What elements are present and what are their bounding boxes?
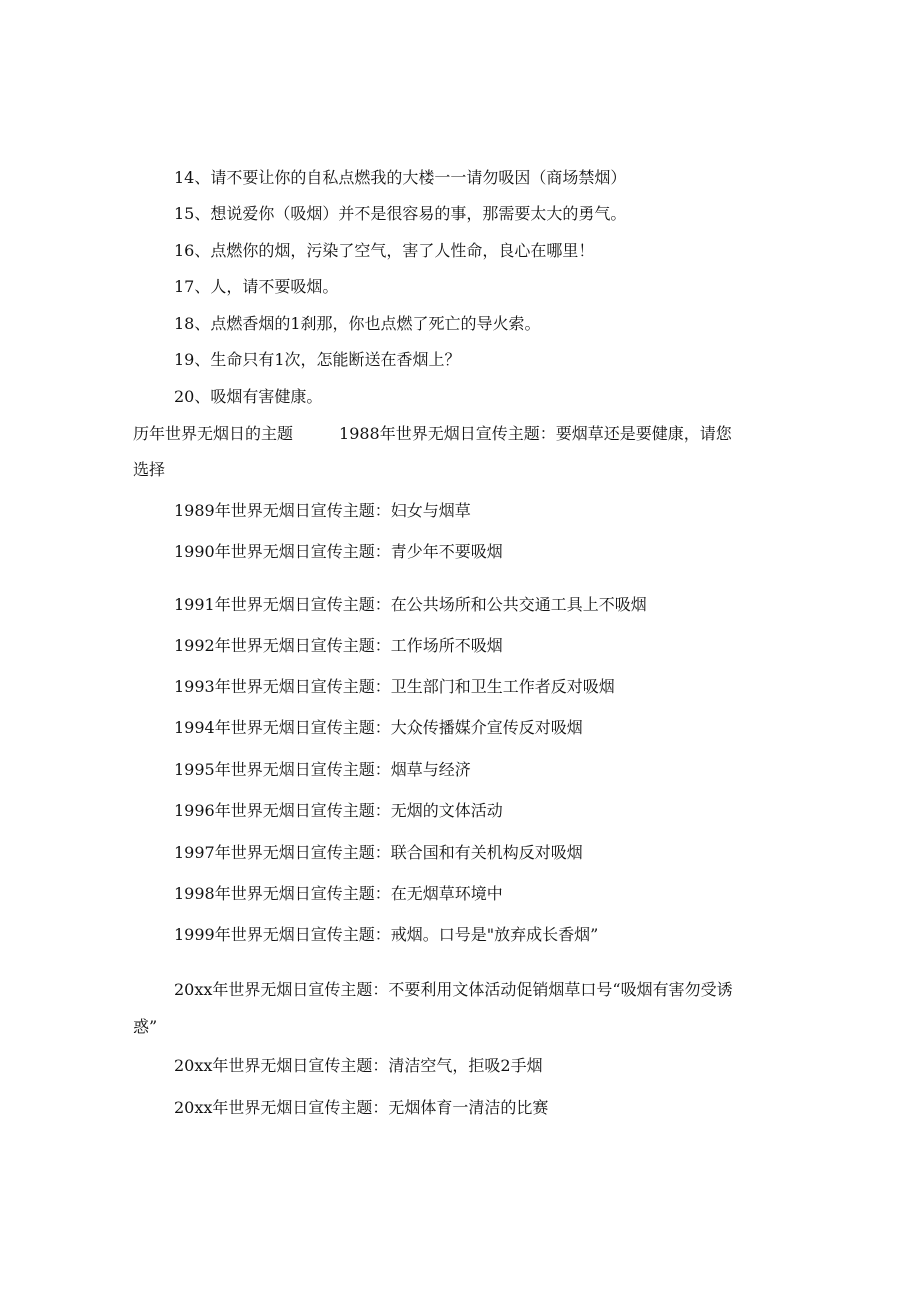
theme-line: 1990年世界无烟日宣传主题：青少年不要吸烟 [174,542,503,561]
theme-line: 1994年世界无烟日宣传主题：大众传播媒介宣传反对吸烟 [174,718,583,737]
themes-heading-line [133,423,732,445]
theme-line-continuation: 选择 [133,460,166,479]
slogan-line: 15、想说爱你（吸烟）并不是很容易的事，那需要太大的勇气。 [174,204,627,223]
theme-line: 1991年世界无烟日宣传主题：在公共场所和公共交通工具上不吸烟 [174,595,647,614]
slogan-line: 17、人，请不要吸烟。 [174,277,339,296]
theme-line: 1993年世界无烟日宣传主题：卫生部门和卫生工作者反对吸烟 [174,677,615,696]
theme-line: 1998年世界无烟日宣传主题：在无烟草环境中 [174,884,503,903]
theme-line: 1989年世界无烟日宣传主题：妇女与烟草 [174,501,471,520]
slogan-line: 20、吸烟有害健康。 [174,387,323,406]
theme-line: 1996年世界无烟日宣传主题：无烟的文体活动 [174,801,503,820]
theme-line: 20xx年世界无烟日宣传主题：清洁空气，拒吸2手烟 [174,1056,543,1075]
theme-line: 1992年世界无烟日宣传主题：工作场所不吸烟 [174,636,503,655]
slogan-line: 16、点燃你的烟，污染了空气，害了人性命，良心在哪里！ [174,241,595,260]
theme-line: 20xx年世界无烟日宣传主题：无烟体育一清洁的比赛 [174,1098,549,1117]
theme-line: 1999年世界无烟日宣传主题：戒烟。口号是"放弃成长香烟” [174,925,599,944]
slogan-line: 19、生命只有1次，怎能断送在香烟上？ [174,350,461,369]
slogan-line: 14、请不要让你的自私点燃我的大楼一一请勿吸因（商场禁烟） [174,168,627,187]
theme-line: 1995年世界无烟日宣传主题：烟草与经济 [174,760,471,779]
section-heading: 历年世界无烟日的主题 [133,424,294,443]
theme-line: 20xx年世界无烟日宣传主题：不要利用文体活动促销烟草口号“吸烟有害勿受诱 [174,980,733,999]
theme-line-continuation: 惑” [133,1017,158,1036]
slogan-line: 18、点燃香烟的1刹那，你也点燃了死亡的导火索。 [174,314,541,333]
theme-line: 1988年世界无烟日宣传主题：要烟草还是要健康，请您 [339,424,732,443]
theme-line: 1997年世界无烟日宣传主题：联合国和有关机构反对吸烟 [174,843,583,862]
